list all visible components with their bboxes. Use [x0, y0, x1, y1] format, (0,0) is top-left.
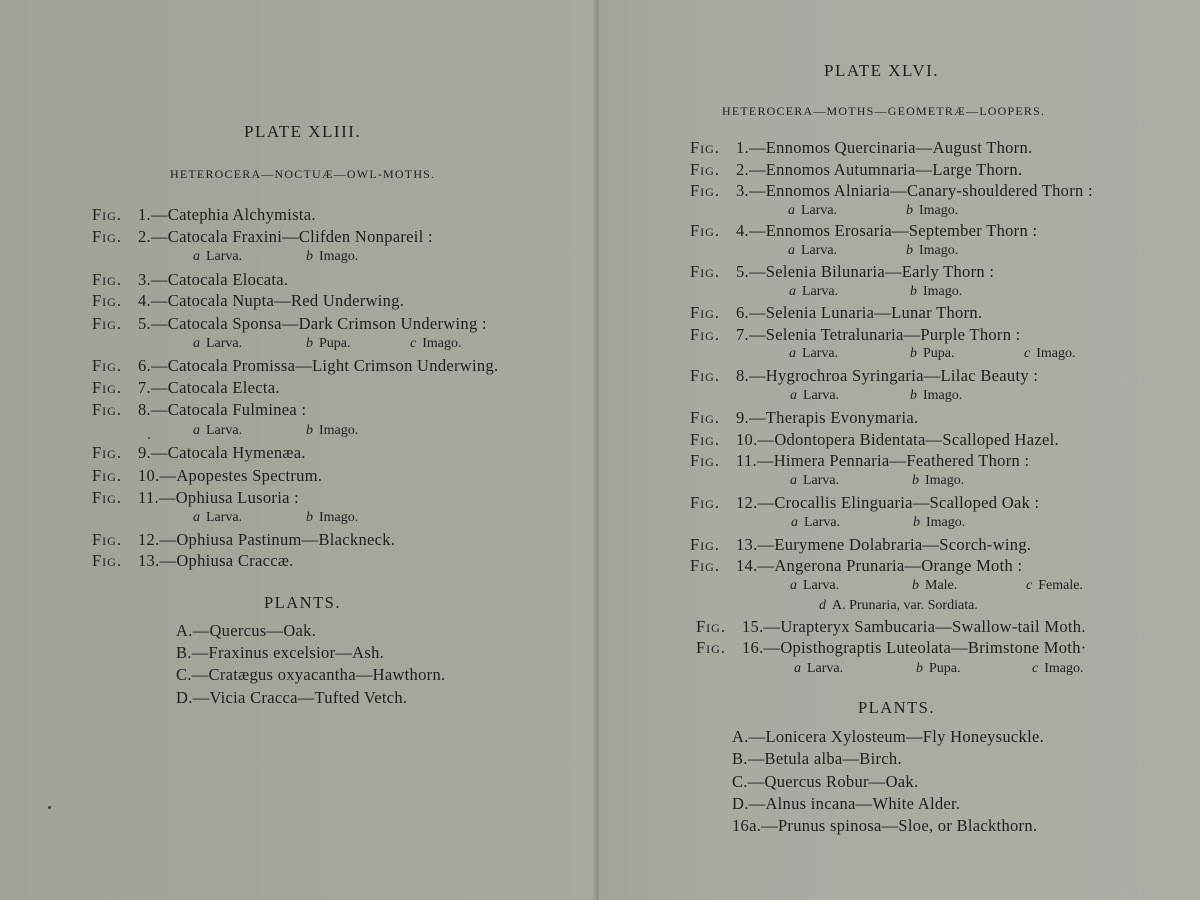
section-heading: HETEROCERA—NOCTUÆ—OWL-MOTHS. — [170, 167, 436, 181]
left-page: PLATE XLIII. HETEROCERA—NOCTUÆ—OWL-MOTHS. Fig. 1.—Catephia Alchymista. Fig. 2.—Catocala Fraxini—Clifden Nonpareil : a Larva. b Imago. Fig. 3.—Catocala Elocata. Fig. 4.—Catocala Nupta—Red Underwing. Fig. 5.—Catocala Sponsa—Dark Crimson Underwing : a Larva. b Pupa. c Imago. Fig. 6.—Catocala Promissa—Light Crimson Underwing. Fig. 7.—Catocala Electa. Fig. 8.—Catocala Fulminea : a Larva. b Imago. Fig. 9.—Catocala Hymenæa. Fig. 10.—Apopestes Spectrum. Fig. 11.—Ophiusa Lusoria : a Larva. b Imago. Fig. 12.—Ophiusa Pastinum—Blackneck. Fig. 13.—Ophiusa Craccæ. PLANTS. A.—Quercus—Oak. B.—Fraxinus excelsior—Ash. C.—Cratægus oxyacantha—Hawthorn. D.—Vicia Cracca—Tufted Vetch. — [0, 0, 600, 900]
fig-entry: Fig. 5.—Catocala Sponsa—Dark Crimson Underwing : — [92, 314, 487, 333]
fig-entry: Fig. 11.—Himera Pennaria—Feathered Thorn : — [690, 451, 1030, 470]
fig-entry: Fig. 2.—Catocala Fraxini—Clifden Nonpareil : — [92, 227, 433, 246]
paper-blemish — [148, 437, 150, 439]
plant-entry: A.—Quercus—Oak. — [176, 621, 317, 640]
paper-blemish — [48, 806, 51, 809]
right-page: PLATE XLVI. HETEROCERA—MOTHS—GEOMETRÆ—LOOPERS. Fig. 1.—Ennomos Quercinaria—August Thorn. Fig. 2.—Ennomos Autumnaria—Large Thorn. Fig. 3.—Ennomos Alniaria—Canary-shouldered Thorn : a Larva. b Imago. Fig. 4.—Ennomos Erosaria—September Thorn : a Larva. b Imago. Fig. 5.—Selenia Bilunaria—Early Thorn : a Larva. b Imago. Fig. 6.—Selenia Lunaria—Lunar Thorn. Fig. 7.—Selenia Tetralunaria—Purple Thorn : a Larva. b Pupa. c Imago. Fig. 8.—Hygrochroa Syringaria—Lilac Beauty : a Larva. b Imago. Fig. 9.—Therapis Evonymaria. Fig. 10.—Odontopera Bidentata—Scalloped Hazel. Fig. 11.—Himera Pennaria—Feathered Thorn : a Larva. b Imago. Fig. 12.—Crocallis Elinguaria—Scalloped Oak : a Larva. b Imago. Fig. 13.—Eurymene Dolabraria—Scorch-wing. Fig. 14.—Angerona Prunaria—Orange Moth : a Larva. b Male. c Female. d A. Prunaria, var. Sordiata. Fig. 15.—Urapteryx Sambucaria—Swallow-tail Moth. Fig. 16.—Opisthograptis Luteolata—Brimstone Moth· a Larva. b Pupa. c Imago. PLANTS. A.—Lonicera Xylosteum—Fly Honeysuckle. B.—Betula alba—Birch. C.—Quercus Robur—Oak. D.—Alnus incana—White Alder. 16a.—Prunus spinosa—Sloe, or Blackthorn. — [600, 0, 1200, 900]
plant-entry: C.—Cratægus oxyacantha—Hawthorn. — [176, 665, 446, 684]
plant-entry: D.—Vicia Cracca—Tufted Vetch. — [176, 688, 408, 707]
fig-entry: Fig. 1.—Ennomos Quercinaria—August Thorn. — [690, 138, 1033, 157]
fig-entry: Fig. 6.—Selenia Lunaria—Lunar Thorn. — [690, 303, 983, 322]
plants-heading: PLANTS. — [264, 593, 341, 612]
fig-entry: Fig. 4.—Catocala Nupta—Red Underwing. — [92, 291, 405, 310]
fig-entry: Fig. 9.—Catocala Hymenæa. — [92, 443, 306, 462]
plate-title: PLATE XLVI. — [824, 61, 940, 80]
fig-entry: Fig. 6.—Catocala Promissa—Light Crimson Underwing. — [92, 356, 499, 375]
fig-entry: Fig. 16.—Opisthograptis Luteolata—Brimstone Moth· — [696, 638, 1087, 657]
fig-entry: Fig. 11.—Ophiusa Lusoria : — [92, 488, 300, 507]
fig-entry: Fig. 8.—Hygrochroa Syringaria—Lilac Beauty : — [690, 366, 1039, 385]
fig-entry: Fig. 3.—Catocala Elocata. — [92, 270, 289, 289]
fig-entry: Fig. 14.—Angerona Prunaria—Orange Moth : — [690, 556, 1023, 575]
fig-entry: Fig. 2.—Ennomos Autumnaria—Large Thorn. — [690, 160, 1023, 179]
fig-entry: Fig. 1.—Catephia Alchymista. — [92, 205, 316, 224]
fig-entry: Fig. 4.—Ennomos Erosaria—September Thorn : — [690, 221, 1038, 240]
fig-entry: Fig. 7.—Selenia Tetralunaria—Purple Thorn : — [690, 325, 1021, 344]
fig-entry: Fig. 13.—Ophiusa Craccæ. — [92, 551, 294, 570]
fig-entry: Fig. 12.—Ophiusa Pastinum—Blackneck. — [92, 530, 396, 549]
fig-entry: Fig. 10.—Apopestes Spectrum. — [92, 466, 323, 485]
fig-entry: Fig. 3.—Ennomos Alniaria—Canary-shouldered Thorn : — [690, 181, 1093, 200]
fig-entry: Fig. 8.—Catocala Fulminea : — [92, 400, 307, 419]
plant-entry: B.—Betula alba—Birch. — [732, 749, 902, 768]
section-heading: HETEROCERA—MOTHS—GEOMETRÆ—LOOPERS. — [722, 104, 1046, 118]
plant-entry: C.—Quercus Robur—Oak. — [732, 772, 919, 791]
fig-entry: Fig. 13.—Eurymene Dolabraria—Scorch-wing. — [690, 535, 1032, 554]
plant-entry: B.—Fraxinus excelsior—Ash. — [176, 643, 385, 662]
plant-entry: D.—Alnus incana—White Alder. — [732, 794, 961, 813]
plate-title: PLATE XLIII. — [244, 122, 362, 141]
fig-entry: Fig. 7.—Catocala Electa. — [92, 378, 280, 397]
plants-heading: PLANTS. — [858, 698, 935, 717]
plant-entry: A.—Lonicera Xylosteum—Fly Honeysuckle. — [732, 727, 1045, 746]
plant-entry: 16a.—Prunus spinosa—Sloe, or Blackthorn. — [732, 816, 1038, 835]
fig-entry: Fig. 10.—Odontopera Bidentata—Scalloped Hazel. — [690, 430, 1059, 449]
fig-entry: Fig. 12.—Crocallis Elinguaria—Scalloped Oak : — [690, 493, 1040, 512]
fig-entry: Fig. 15.—Urapteryx Sambucaria—Swallow-tail Moth. — [696, 617, 1086, 636]
fig-entry: Fig. 9.—Therapis Evonymaria. — [690, 408, 919, 427]
fig-entry: Fig. 5.—Selenia Bilunaria—Early Thorn : — [690, 262, 995, 281]
